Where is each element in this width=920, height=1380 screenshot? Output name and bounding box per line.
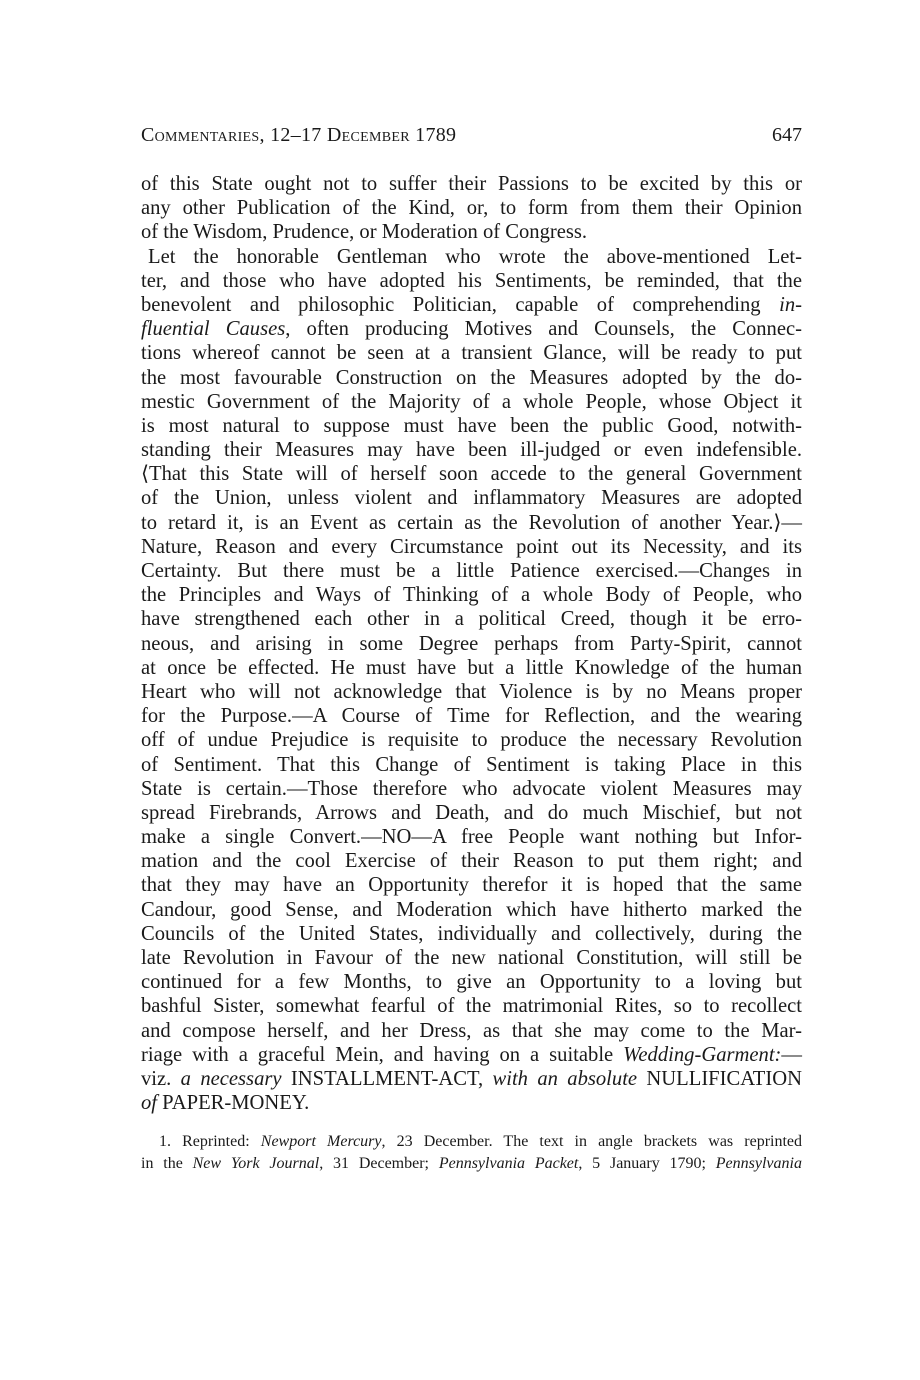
- text-line: State is certain.—Those therefore who advocate violent Measures may: [141, 777, 802, 800]
- text-run: benevolent and philosophic Politician, capable of comprehending: [141, 293, 780, 316]
- text-run: viz.: [141, 1067, 181, 1090]
- text-line: bashful Sister, somewhat fearful of the matrimonial Rites, so to recollect: [141, 995, 802, 1018]
- text-line: the Principles and Ways of Thinking of a whole Body of People, who: [141, 584, 802, 607]
- text-line: of this State ought not to suffer their Passions to be excited by this or: [141, 173, 802, 195]
- text-run: —: [781, 1043, 802, 1066]
- footnote: [141, 1131, 802, 1175]
- text-line: Certainty. But there must be a little Patience exercised.—Changes in: [141, 560, 802, 582]
- text-line: make a single Convert.—NO—A free People want nothing but Infor-: [141, 826, 802, 849]
- italic-run: New York Journal: [192, 1155, 320, 1172]
- text-line: [141, 1091, 802, 1115]
- footnote-line: [141, 1153, 802, 1175]
- text-line: of the Wisdom, Prudence, or Moderation of Congress.: [141, 221, 588, 244]
- text-line: of the Union, unless violent and inflammatory Measures are adopted: [141, 487, 802, 510]
- text-line: at once be effected. He must have but a little Knowledge of the human: [141, 656, 802, 679]
- text-line: of Sentiment. That this Change of Sentiment is taking Place in this: [141, 753, 802, 776]
- text-line: continued for a few Months, to give an Opportunity to a loving but: [141, 971, 802, 994]
- italic-run: Pennsylvania: [715, 1155, 802, 1172]
- italic-run: fluential Causes: [141, 318, 286, 341]
- text-line: Heart who will not acknowledge that Violence is by no Means proper: [141, 680, 802, 703]
- text-line: have strengthened each other in a political Creed, though it be erro-: [141, 608, 802, 631]
- text-line: to retard it, is an Event as certain as the Revolution of another Year.⟩—: [141, 511, 802, 534]
- italic-run: in-: [779, 293, 802, 316]
- text-line: mestic Government of the Majority of a whole People, whose Object it: [141, 390, 802, 413]
- text-line: spread Firebrands, Arrows and Death, and do much Mischief, but not: [141, 801, 802, 824]
- footnote-line: [141, 1131, 802, 1153]
- text-line: Candour, good Sense, and Moderation which have hitherto marked the: [141, 898, 802, 921]
- text-run: 1. Reprinted:: [159, 1133, 261, 1150]
- italic-run: Pennsylvania Packet: [438, 1155, 579, 1172]
- italic-run: of: [141, 1092, 158, 1115]
- text-line: Let the honorable Gentleman who wrote the above-mentioned Let-: [148, 245, 802, 268]
- text-run: , 23 December. The text in angle brackets was reprinted: [381, 1133, 803, 1150]
- body-text: [141, 172, 802, 1115]
- text-line: for the Purpose.—A Course of Time for Reflection, and the wearing: [141, 705, 802, 728]
- text-run: , 31 December;: [319, 1155, 439, 1172]
- text-run: PAPER-MONEY.: [157, 1092, 310, 1115]
- italic-run: Wedding-Garment:: [623, 1043, 782, 1066]
- text-line: ter, and those who have adopted his Sentiments, be reminded, that the: [141, 269, 802, 292]
- text-line: off of undue Prejudice is requisite to produce the necessary Revolution: [141, 729, 802, 752]
- text-run: in the: [141, 1155, 193, 1172]
- text-line: mation and the cool Exercise of their Reason to put them right; and: [141, 850, 802, 873]
- text-line: [141, 1043, 802, 1067]
- italic-run: with an absolute: [492, 1067, 638, 1090]
- text-line: Nature, Reason and every Circumstance point out its Necessity, and its: [141, 535, 802, 558]
- page-header: [141, 124, 802, 152]
- text-run: INSTALLMENT-ACT,: [281, 1067, 493, 1090]
- text-line: that they may have an Opportunity therefor it is hoped that the same: [141, 874, 802, 897]
- running-head: Commentaries, 12–17 December 1789: [141, 124, 457, 146]
- italic-run: Newport Mercury: [260, 1133, 382, 1150]
- text-line: Councils of the United States, individually and collectively, during the: [141, 922, 802, 945]
- text-line: late Revolution in Favour of the new national Constitution, will still be: [141, 947, 802, 969]
- text-run: NULLIFICATION: [637, 1067, 802, 1090]
- text-line: standing their Measures may have been ill-judged or even indefensible.: [141, 439, 802, 462]
- text-run: , often producing Motives and Counsels, the Connec-: [285, 318, 802, 341]
- page-number: 647: [772, 124, 802, 146]
- text-line: [141, 1067, 802, 1091]
- text-line: [141, 293, 802, 317]
- text-line: and compose herself, and her Dress, as that she may come to the Mar-: [141, 1019, 802, 1042]
- italic-run: a necessary: [180, 1067, 282, 1090]
- text-line: [141, 317, 802, 341]
- text-line: neous, and arising in some Degree perhaps from Party-Spirit, cannot: [141, 632, 802, 655]
- text-run: riage with a graceful Mein, and having on a suitable: [141, 1043, 624, 1066]
- text-line: ⟨That this State will of herself soon accede to the general Government: [141, 463, 802, 486]
- text-line: any other Publication of the Kind, or, to form from them their Opinion: [141, 197, 802, 220]
- text-line: is most natural to suppose must have been the public Good, notwith-: [141, 414, 802, 437]
- text-run: , 5 January 1790;: [578, 1155, 716, 1172]
- text-line: tions whereof cannot be seen at a transient Glance, will be ready to put: [141, 342, 802, 365]
- text-line: the most favourable Construction on the Measures adopted by the do-: [141, 366, 802, 389]
